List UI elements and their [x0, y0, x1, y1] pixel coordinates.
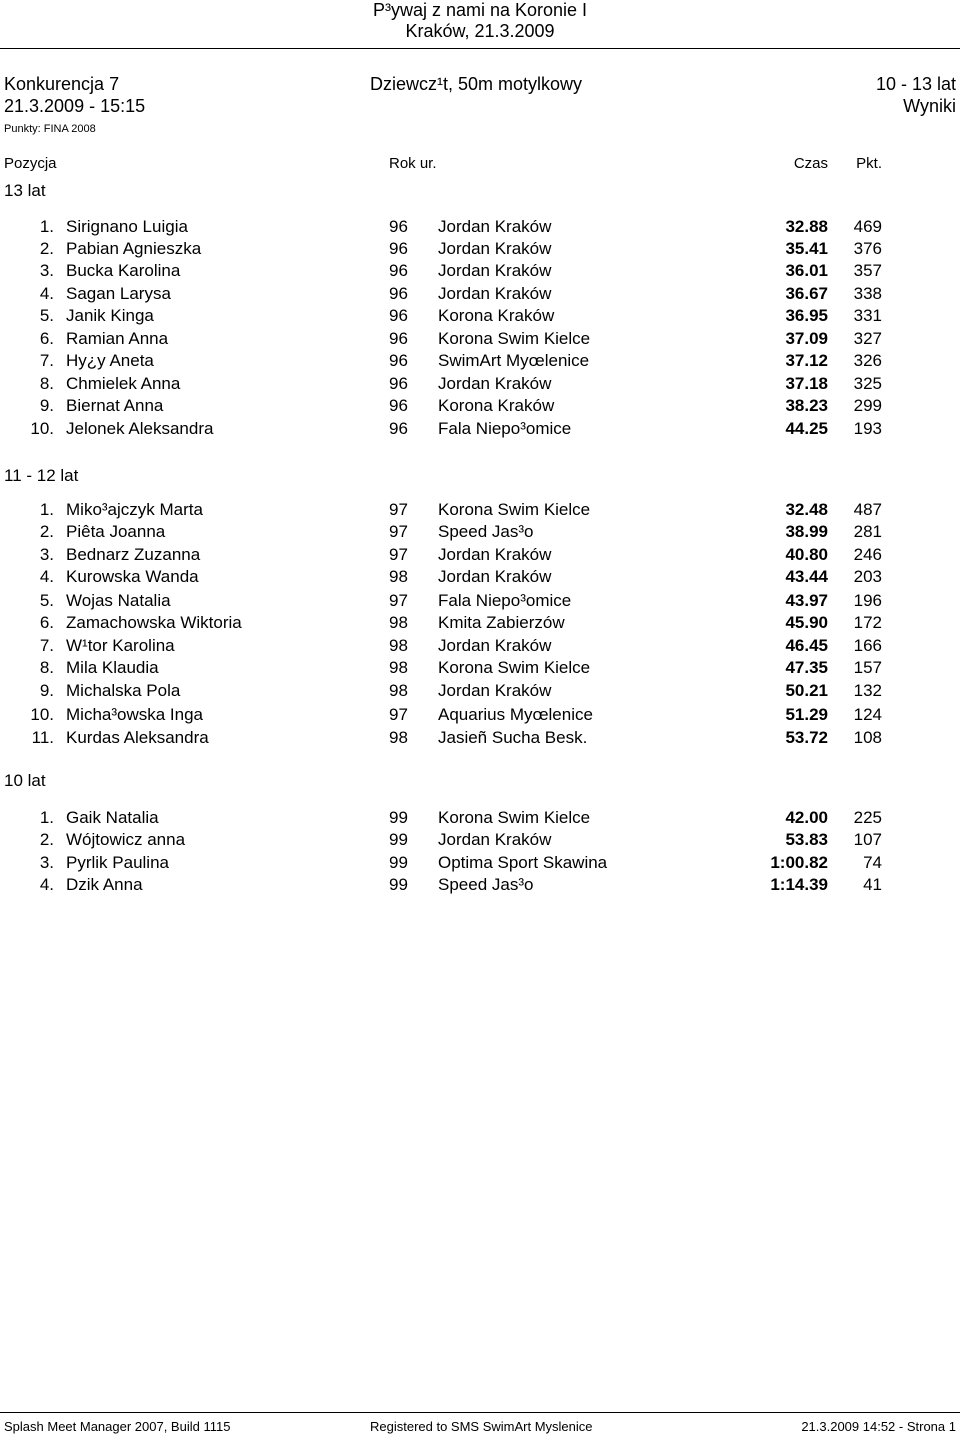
result-row — [0, 658, 960, 680]
swimmer-name: Mila Klaudia — [66, 658, 159, 677]
result-time: 46.45 — [785, 636, 828, 655]
footer-printed: 21.3.2009 14:52 - Strona 1 — [801, 1419, 956, 1434]
swimmer-name: Micha³owska Inga — [66, 705, 204, 724]
result-row — [0, 351, 960, 373]
club-name: Korona Swim Kielce — [438, 329, 591, 348]
result-time: 32.88 — [785, 217, 828, 236]
club-name: Fala Niepo³omice — [438, 419, 572, 438]
club-name: Korona Swim Kielce — [438, 808, 591, 827]
result-time: 47.35 — [785, 658, 828, 677]
result-row — [0, 853, 960, 875]
club-name: Jordan Kraków — [438, 239, 552, 258]
result-time: 1:14.39 — [770, 875, 828, 894]
club-name: Jordan Kraków — [438, 374, 552, 393]
result-time: 35.41 — [785, 239, 828, 258]
result-points: 124 — [853, 705, 882, 724]
birth-year: 96 — [389, 284, 408, 303]
group-label: 13 lat — [4, 181, 46, 200]
birth-year: 98 — [389, 728, 408, 747]
swimmer-name: Kurdas Aleksandra — [66, 728, 209, 747]
event-datetime: 21.3.2009 - 15:15 — [4, 96, 146, 116]
result-time: 37.18 — [785, 374, 828, 393]
result-points: 299 — [853, 396, 882, 415]
club-name: Korona Swim Kielce — [438, 658, 591, 677]
swimmer-name: Ramian Anna — [66, 329, 169, 348]
result-row — [0, 705, 960, 727]
result-row — [0, 728, 960, 750]
column-position: Pozycja — [4, 155, 57, 172]
header-divider — [0, 48, 960, 49]
swimmer-name: Biernat Anna — [66, 396, 164, 415]
swimmer-name: Zamachowska Wiktoria — [66, 613, 242, 632]
result-position: 4. — [39, 875, 54, 894]
result-points: 469 — [853, 217, 882, 236]
swimmer-name: Pyrlik Paulina — [66, 853, 169, 872]
club-name: Jordan Kraków — [438, 545, 552, 564]
age-range: 10 - 13 lat — [875, 74, 956, 94]
birth-year: 97 — [389, 705, 408, 724]
group-label: 10 lat — [4, 771, 46, 790]
swimmer-name: Pabian Agnieszka — [66, 239, 202, 258]
column-year: Rok ur. — [389, 155, 437, 172]
meet-title: P³ywaj z nami na Koronie I — [372, 0, 588, 20]
swimmer-name: Dzik Anna — [66, 875, 143, 894]
result-row — [0, 808, 960, 830]
result-type: Wyniki — [903, 96, 956, 116]
birth-year: 97 — [389, 522, 408, 541]
result-time: 36.67 — [785, 284, 828, 303]
result-time: 36.95 — [785, 306, 828, 325]
result-row — [0, 329, 960, 351]
club-name: Speed Jas³o — [438, 875, 534, 894]
column-time: Czas — [793, 155, 828, 172]
result-points: 132 — [853, 681, 882, 700]
result-time: 45.90 — [785, 613, 828, 632]
result-position: 11. — [31, 728, 54, 747]
swimmer-name: W¹tor Karolina — [66, 636, 175, 655]
club-name: Korona Kraków — [438, 396, 555, 415]
club-name: Jordan Kraków — [438, 567, 552, 586]
club-name: Kmita Zabierzów — [438, 613, 565, 632]
result-row — [0, 636, 960, 658]
result-time: 44.25 — [785, 419, 828, 438]
birth-year: 96 — [389, 306, 408, 325]
result-position: 8. — [39, 658, 54, 677]
birth-year: 96 — [389, 374, 408, 393]
swimmer-name: Wójtowicz anna — [66, 830, 186, 849]
result-position: 5. — [39, 591, 54, 610]
swimmer-name: Piêta Joanna — [66, 522, 166, 541]
result-time: 53.72 — [785, 728, 828, 747]
club-name: Jordan Kraków — [438, 636, 552, 655]
birth-year: 99 — [389, 830, 408, 849]
swimmer-name: Janik Kinga — [66, 306, 154, 325]
result-position: 6. — [39, 613, 54, 632]
result-points: 225 — [853, 808, 882, 827]
result-points: 376 — [853, 239, 882, 258]
result-position: 10. — [30, 419, 54, 438]
birth-year: 96 — [389, 217, 408, 236]
swimmer-name: Michalska Pola — [66, 681, 181, 700]
club-name: Jordan Kraków — [438, 284, 552, 303]
result-position: 9. — [39, 681, 54, 700]
result-points: 487 — [853, 500, 882, 519]
birth-year: 99 — [389, 875, 408, 894]
result-points: 41 — [863, 875, 882, 894]
swimmer-name: Kurowska Wanda — [66, 567, 199, 586]
birth-year: 99 — [389, 853, 408, 872]
result-position: 10. — [30, 705, 54, 724]
result-position: 3. — [39, 853, 54, 872]
club-name: Jordan Kraków — [438, 830, 552, 849]
swimmer-name: Sagan Larysa — [66, 284, 171, 303]
result-points: 172 — [853, 613, 882, 632]
result-row — [0, 545, 960, 567]
result-time: 38.99 — [785, 522, 828, 541]
result-points: 327 — [853, 329, 882, 348]
result-row — [0, 419, 960, 441]
result-points: 108 — [853, 728, 882, 747]
result-position: 3. — [39, 261, 54, 280]
result-time: 37.09 — [785, 329, 828, 348]
birth-year: 99 — [389, 808, 408, 827]
result-position: 2. — [39, 239, 54, 258]
meet-place-date: Kraków, 21.3.2009 — [405, 21, 555, 41]
result-row — [0, 830, 960, 852]
group-label: 11 - 12 lat — [4, 466, 79, 485]
result-position: 6. — [39, 329, 54, 348]
club-name: Jordan Kraków — [438, 217, 552, 236]
result-position: 4. — [39, 567, 54, 586]
club-name: Jasieñ Sucha Besk. — [438, 728, 588, 747]
birth-year: 96 — [389, 419, 408, 438]
result-points: 326 — [853, 351, 882, 370]
birth-year: 98 — [389, 567, 408, 586]
result-row — [0, 591, 960, 613]
birth-year: 96 — [389, 396, 408, 415]
result-position: 8. — [39, 374, 54, 393]
swimmer-name: Sirignano Luigia — [66, 217, 188, 236]
result-points: 157 — [853, 658, 882, 677]
result-points: 193 — [853, 419, 882, 438]
swimmer-name: Bednarz Zuzanna — [66, 545, 201, 564]
club-name: Aquarius Myœlenice — [438, 705, 593, 724]
result-points: 203 — [853, 567, 882, 586]
result-time: 51.29 — [785, 705, 828, 724]
club-name: SwimArt Myœlenice — [438, 351, 590, 370]
birth-year: 97 — [389, 545, 408, 564]
result-points: 338 — [853, 284, 882, 303]
result-points: 74 — [863, 853, 882, 872]
event-name: Dziewcz¹t, 50m motylkowy — [370, 74, 583, 94]
event-label: Konkurencja 7 — [4, 74, 120, 94]
result-row — [0, 306, 960, 328]
birth-year: 96 — [389, 329, 408, 348]
birth-year: 98 — [389, 613, 408, 632]
result-position: 5. — [39, 306, 54, 325]
birth-year: 96 — [389, 351, 408, 370]
club-name: Fala Niepo³omice — [438, 591, 572, 610]
result-time: 43.97 — [785, 591, 828, 610]
result-time: 37.12 — [785, 351, 828, 370]
result-position: 2. — [39, 830, 54, 849]
result-position: 3. — [39, 545, 54, 564]
result-position: 1. — [39, 500, 54, 519]
footer-software: Splash Meet Manager 2007, Build 1115 — [4, 1419, 231, 1434]
footer-divider — [0, 1412, 960, 1413]
result-row — [0, 500, 960, 522]
result-position: 7. — [39, 636, 54, 655]
club-name: Optima Sport Skawina — [438, 853, 608, 872]
result-row — [0, 681, 960, 703]
swimmer-name: Bucka Karolina — [66, 261, 181, 280]
result-points: 166 — [853, 636, 882, 655]
footer-registered: Registered to SMS SwimArt Myslenice — [370, 1419, 593, 1434]
result-points: 325 — [853, 374, 882, 393]
birth-year: 98 — [389, 636, 408, 655]
club-name: Speed Jas³o — [438, 522, 534, 541]
result-row — [0, 374, 960, 396]
club-name: Jordan Kraków — [438, 681, 552, 700]
result-time: 38.23 — [785, 396, 828, 415]
result-position: 4. — [39, 284, 54, 303]
result-points: 281 — [853, 522, 882, 541]
swimmer-name: Chmielek Anna — [66, 374, 181, 393]
result-row — [0, 261, 960, 283]
club-name: Korona Kraków — [438, 306, 555, 325]
club-name: Korona Swim Kielce — [438, 500, 591, 519]
points-note: Punkty: FINA 2008 — [4, 123, 96, 135]
result-time: 40.80 — [785, 545, 828, 564]
result-position: 2. — [39, 522, 54, 541]
result-points: 246 — [853, 545, 882, 564]
result-position: 7. — [39, 351, 54, 370]
result-position: 1. — [39, 217, 54, 236]
birth-year: 98 — [389, 658, 408, 677]
result-points: 357 — [853, 261, 882, 280]
result-time: 32.48 — [785, 500, 828, 519]
result-position: 1. — [39, 808, 54, 827]
result-time: 1:00.82 — [770, 853, 828, 872]
birth-year: 97 — [389, 591, 408, 610]
result-points: 196 — [853, 591, 882, 610]
column-points: Pkt. — [856, 155, 882, 172]
swimmer-name: Hy¿y Aneta — [66, 351, 154, 370]
result-row — [0, 613, 960, 635]
result-position: 9. — [39, 396, 54, 415]
club-name: Jordan Kraków — [438, 261, 552, 280]
result-row — [0, 396, 960, 418]
result-row — [0, 875, 960, 897]
result-time: 50.21 — [785, 681, 828, 700]
swimmer-name: Gaik Natalia — [66, 808, 159, 827]
swimmer-name: Jelonek Aleksandra — [66, 419, 214, 438]
swimmer-name: Miko³ajczyk Marta — [66, 500, 203, 519]
result-row — [0, 522, 960, 544]
result-row — [0, 284, 960, 306]
result-time: 43.44 — [785, 567, 828, 586]
birth-year: 97 — [389, 500, 408, 519]
result-points: 107 — [853, 830, 882, 849]
birth-year: 96 — [389, 239, 408, 258]
swimmer-name: Wojas Natalia — [66, 591, 171, 610]
result-points: 331 — [853, 306, 882, 325]
birth-year: 98 — [389, 681, 408, 700]
result-time: 36.01 — [785, 261, 828, 280]
birth-year: 96 — [389, 261, 408, 280]
result-time: 53.83 — [785, 830, 828, 849]
result-row — [0, 217, 960, 239]
result-row — [0, 567, 960, 589]
result-row — [0, 239, 960, 261]
result-time: 42.00 — [785, 808, 828, 827]
